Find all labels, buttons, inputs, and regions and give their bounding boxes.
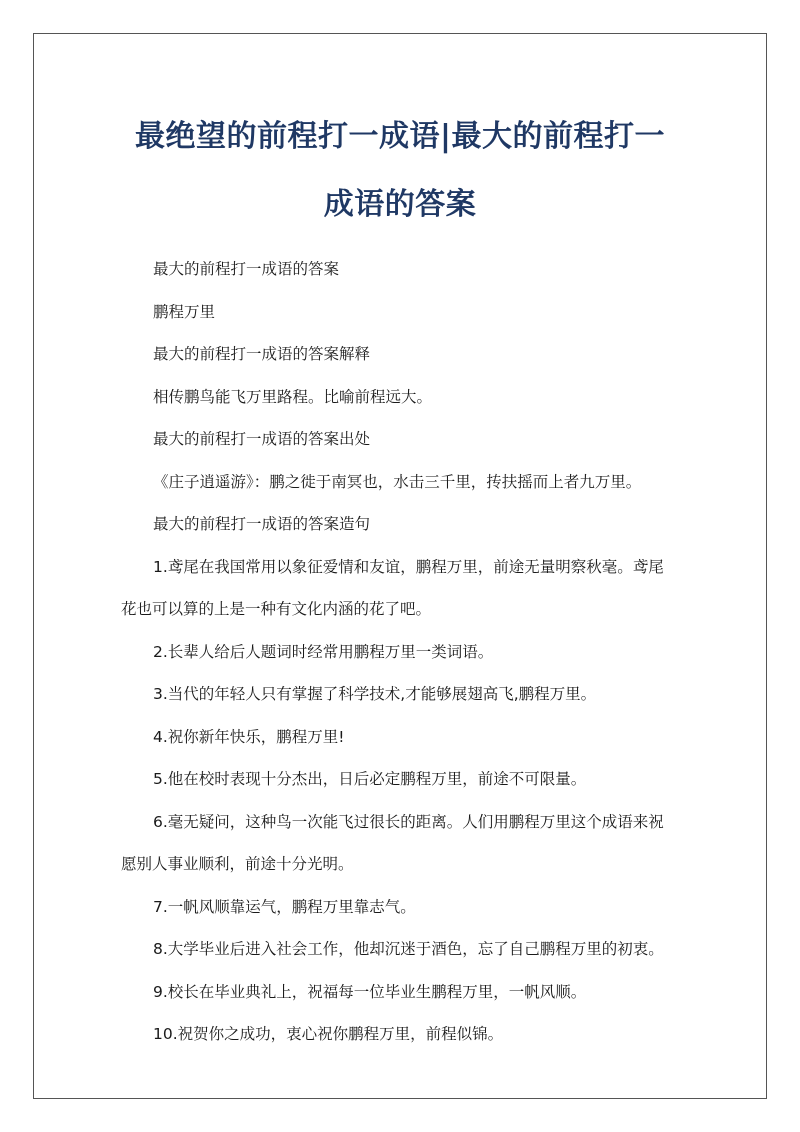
- text-line: 3.当代的年轻人只有掌握了科学技术,才能够展翅高飞,鹏程万里。: [153, 685, 597, 703]
- text-line: 6.毫无疑问，这种鸟一次能飞过很长的距离。人们用鹏程万里这个成语来祝: [153, 812, 664, 831]
- text-line: 最大的前程打一成语的答案造句: [153, 515, 371, 533]
- text-line: 8.大学毕业后进入社会工作，他却沉迷于酒色，忘了自己鹏程万里的初衷。: [153, 940, 664, 958]
- title-line-1: 最绝望的前程打一成语|最大的前程打一: [135, 119, 665, 154]
- text-line: 相传鹏鸟能飞万里路程。比喻前程远大。: [153, 387, 433, 406]
- text-line: 1.鸢尾在我国常用以象征爱情和友谊，鹏程万里，前途无量明察秋毫。鸢尾: [153, 557, 664, 576]
- text-line: 愿别人事业顺利，前途十分光明。: [121, 855, 354, 873]
- text-line: 9.校长在毕业典礼上，祝福每一位毕业生鹏程万里，一帆风顺。: [153, 982, 587, 1001]
- text-line: 鹏程万里: [153, 302, 216, 321]
- text-line: 最大的前程打一成语的答案: [153, 260, 340, 278]
- text-line: 《庄子逍遥游》：鹏之徙于南冥也，水击三千里，抟扶摇而上者九万里。: [153, 472, 642, 491]
- text-line: 4.祝你新年快乐，鹏程万里!: [153, 727, 345, 746]
- document-title: [60, 103, 740, 239]
- text-line: 10.祝贺你之成功，衷心祝你鹏程万里，前程似锦。: [153, 1025, 504, 1043]
- text-line: 最大的前程打一成语的答案解释: [153, 345, 371, 363]
- text-line: 5.他在校时表现十分杰出，日后必定鹏程万里，前途不可限量。: [153, 770, 587, 788]
- text-line: 最大的前程打一成语的答案出处: [153, 430, 371, 448]
- text-line: 7.一帆风顺靠运气，鹏程万里靠志气。: [153, 897, 416, 916]
- text-line: 2.长辈人给后人题词时经常用鹏程万里一类词语。: [153, 642, 494, 661]
- title-line-2: 成语的答案: [323, 187, 477, 222]
- text-line: 花也可以算的上是一种有文化内涵的花了吧。: [121, 600, 432, 618]
- document-body: [121, 248, 691, 1056]
